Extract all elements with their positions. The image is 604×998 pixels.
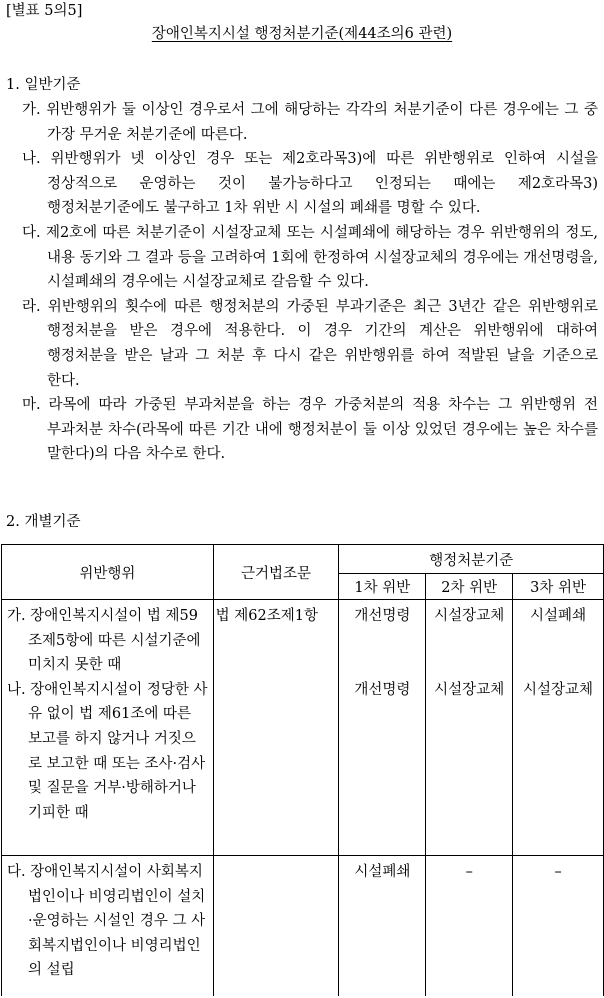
general-items xyxy=(22,98,598,467)
general-item-ra: 라. 위반행위의 횟수에 따른 행정처분의 가중된 부과기준은 최근 3년간 같은 위반행위로 행정처분을 받은 경우에 적용한다. 이 경우 기간의 계산은 위반행위에 대하여 행정처분을 받은 날과 그 처분 후 다시 같은 위반행위를 하여 적발된 날을 기준으로 한다. xyxy=(22,298,598,389)
general-item-ma: 마. 라목에 따라 가중된 부과처분을 하는 경우 가중처분의 적용 차수는 그 위반행위 전 부과처분 차수(라목에 따른 기간 내에 행정처분이 둘 이상 있었던 경우에는 높은 차수를 말한다)의 다음 차수로 한다. xyxy=(22,397,598,463)
first-violation-cell xyxy=(339,600,426,856)
violation-cell xyxy=(2,600,214,856)
general-item-da: 다. 제2호에 따른 처분기준이 시설장교체 또는 시설폐쇄에 해당하는 경우 위반행위의 정도, 내용 동기와 그 결과 등을 고려하여 1회에 한정하여 시설장교체의 경우에는 개선명령을, 시설폐쇄의 경우에는 시설장교체로 갈음할 수 있다. xyxy=(22,224,598,291)
violation-ga: 가. 장애인복지시설이 법 제59조제5항에 따른 시설기준에 미치지 못한 때 xyxy=(7,608,201,674)
sanction-da-first: 시설폐쇄 xyxy=(354,864,411,880)
second-violation-cell xyxy=(426,600,513,856)
table-identifier: [별표 5의5] xyxy=(6,3,83,19)
second-violation-cell xyxy=(426,856,513,996)
sanction-da-second: – xyxy=(465,864,473,880)
general-item-na: 나. 위반행위가 넷 이상인 경우 또는 제2호라목3)에 따른 위반행위로 인하여 시설을 정상적으로 운영하는 것이 불가능하다고 인정되는 때에는 제2호라목3) 행정처분기준에도 불구하고 1차 위반 시 시설의 폐쇄를 명할 수 있다. xyxy=(22,151,598,217)
sanction-na-third: 시설장교체 xyxy=(523,681,594,698)
sanction-table xyxy=(1,544,604,996)
sanction-ga-first: 개선명령 xyxy=(354,608,411,624)
col-header-violation: 위반행위 xyxy=(2,545,214,600)
sanction-na-first: 개선명령 xyxy=(354,681,411,698)
col-header-first: 1차 위반 xyxy=(339,574,426,600)
basis-ga: 법 제62조제1항 xyxy=(215,608,318,624)
table-row xyxy=(2,856,604,996)
general-heading: 1. 일반기준 xyxy=(6,77,81,93)
col-header-second: 2차 위반 xyxy=(426,574,513,600)
basis-cell xyxy=(213,600,339,856)
first-violation-cell xyxy=(339,856,426,996)
basis-cell xyxy=(213,856,339,996)
sanction-da-third: – xyxy=(554,864,562,880)
violation-cell xyxy=(2,856,214,996)
sanction-ga-third: 시설폐쇄 xyxy=(530,608,587,624)
third-violation-cell xyxy=(513,856,604,996)
general-item-ga: 가. 위반행위가 둘 이상인 경우로서 그에 해당하는 각각의 처분기준이 다른 경우에는 그 중 가장 무거운 처분기준에 따른다. xyxy=(22,102,598,143)
document-title: 장애인복지시설 행정처분기준(제44조의6 관련) xyxy=(151,26,453,42)
violation-da: 다. 장애인복지시설이 사회복지법인이나 비영리법인이 설치·운영하는 시설인 경우 그 사회복지법인이나 비영리법인의 설립 xyxy=(7,864,206,979)
violation-na: 나. 장애인복지시설이 정당한 사유 없이 법 제61조에 따른 보고를 하지 않거나 거짓으로 보고한 때 또는 조사·검사 및 질문을 거부·방해하거나 기피한 때 xyxy=(7,681,208,821)
third-violation-cell xyxy=(513,600,604,856)
col-header-third: 3차 위반 xyxy=(513,574,604,600)
sanction-ga-second: 시설장교체 xyxy=(434,608,505,624)
specific-heading: 2. 개별기준 xyxy=(6,514,81,530)
sanction-na-second: 시설장교체 xyxy=(434,681,505,698)
col-header-sanction: 행정처분기준 xyxy=(339,545,604,574)
table-row xyxy=(2,600,604,856)
col-header-basis: 근거법조문 xyxy=(213,545,339,600)
